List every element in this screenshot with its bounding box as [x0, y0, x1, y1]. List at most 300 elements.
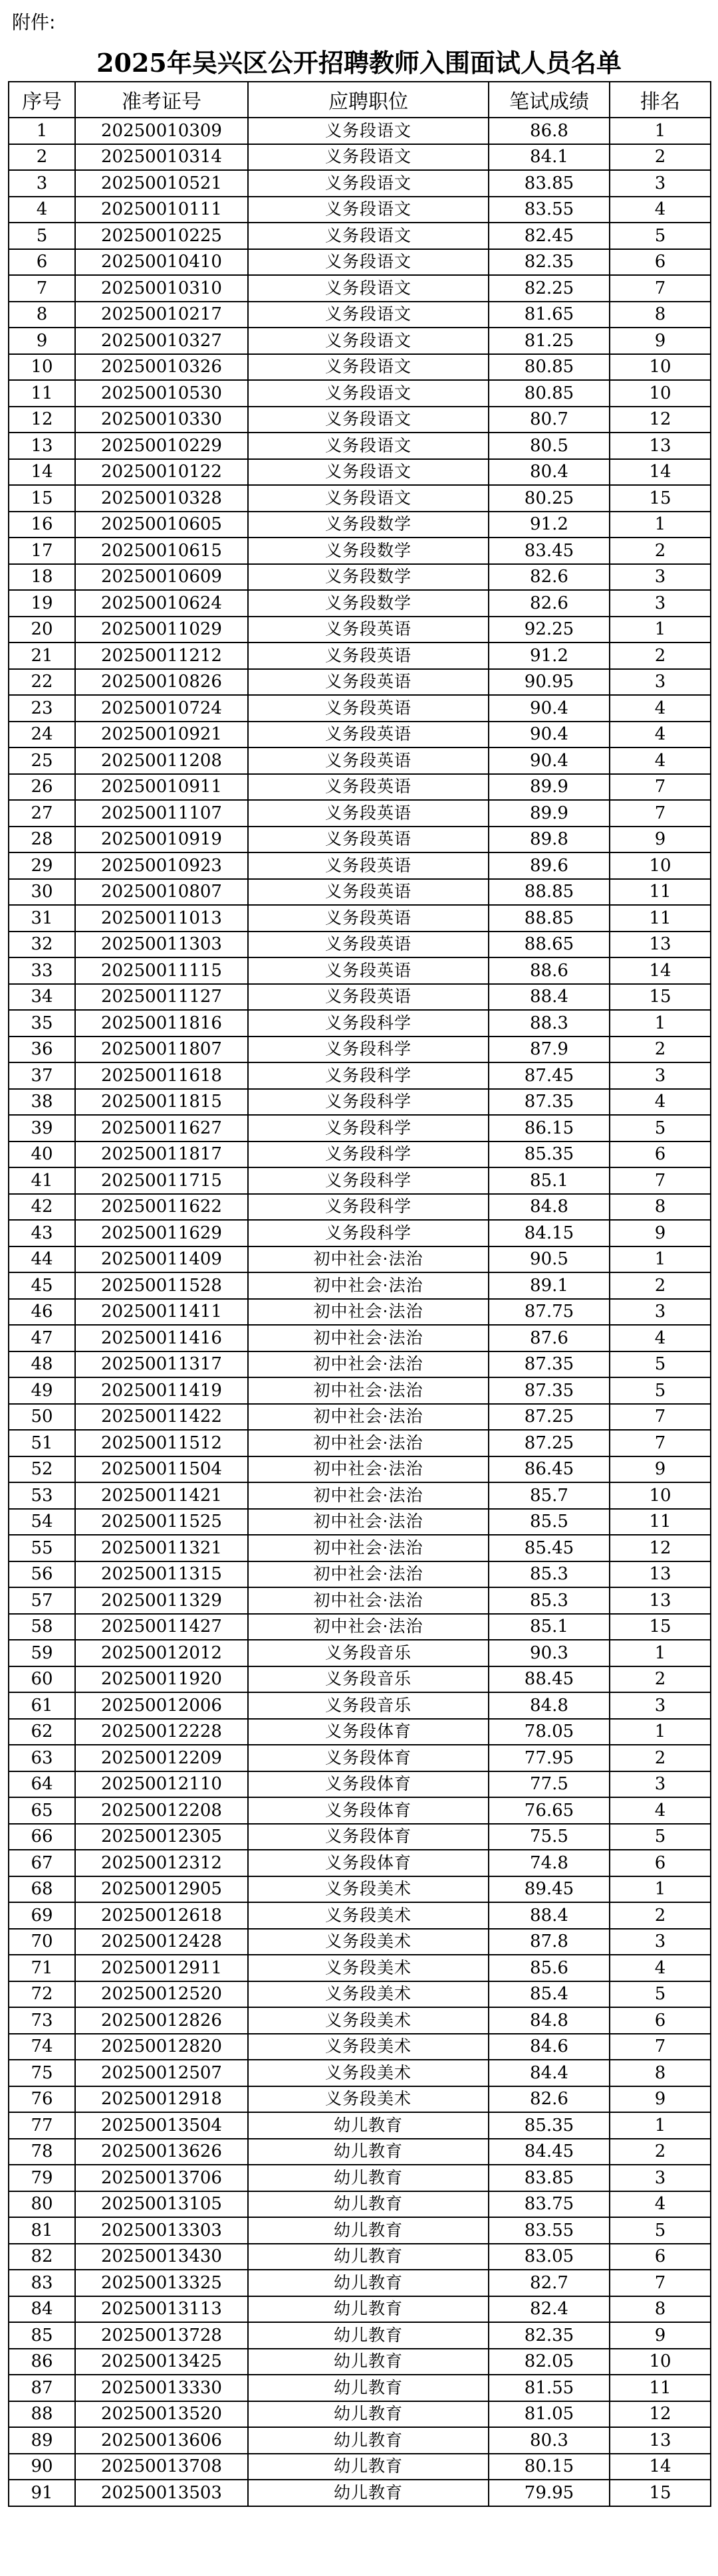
table-row — [9, 170, 711, 197]
cell-rank: 4 — [610, 197, 711, 223]
cell-seq: 7 — [9, 275, 75, 302]
cell-position: 初中社会·法治 — [248, 1614, 489, 1640]
cell-exam-number: 20250012826 — [75, 2007, 248, 2034]
cell-position: 义务段语文 — [248, 380, 489, 407]
cell-position: 义务段科学 — [248, 1037, 489, 1063]
cell-written-score: 77.95 — [489, 1745, 610, 1771]
table-row — [9, 984, 711, 1011]
table-row — [9, 1824, 711, 1850]
cell-written-score: 83.75 — [489, 2191, 610, 2218]
cell-rank: 7 — [610, 2270, 711, 2296]
cell-exam-number: 20250011807 — [75, 1037, 248, 1063]
cell-rank: 3 — [610, 1062, 711, 1089]
cell-exam-number: 20250013105 — [75, 2191, 248, 2218]
table-row — [9, 800, 711, 827]
cell-written-score: 83.85 — [489, 170, 610, 197]
cell-exam-number: 20250013520 — [75, 2401, 248, 2428]
cell-position: 义务段美术 — [248, 1981, 489, 2008]
cell-seq: 42 — [9, 1194, 75, 1221]
cell-exam-number: 20250011411 — [75, 1299, 248, 1326]
table-row — [9, 380, 711, 407]
cell-rank: 4 — [610, 747, 711, 774]
cell-seq: 12 — [9, 407, 75, 433]
cell-rank: 3 — [610, 1692, 711, 1719]
cell-written-score: 84.45 — [489, 2139, 610, 2165]
cell-seq: 53 — [9, 1482, 75, 1509]
cell-rank: 12 — [610, 407, 711, 433]
cell-seq: 11 — [9, 380, 75, 407]
cell-written-score: 80.85 — [489, 354, 610, 381]
table-row — [9, 2139, 711, 2165]
cell-seq: 38 — [9, 1089, 75, 1116]
cell-seq: 84 — [9, 2296, 75, 2323]
cell-seq: 19 — [9, 590, 75, 617]
cell-written-score: 75.5 — [489, 1824, 610, 1850]
cell-seq: 45 — [9, 1272, 75, 1299]
document-title: 2025年吴兴区公开招聘教师入围面试人员名单 — [96, 48, 622, 78]
cell-written-score: 74.8 — [489, 1850, 610, 1876]
table-row — [9, 197, 711, 223]
cell-exam-number: 20250012911 — [75, 1955, 248, 1981]
cell-exam-number: 20250012905 — [75, 1876, 248, 1903]
cell-written-score: 84.6 — [489, 2034, 610, 2060]
cell-seq: 56 — [9, 1561, 75, 1588]
cell-written-score: 85.5 — [489, 1509, 610, 1536]
table-row — [9, 774, 711, 801]
cell-written-score: 89.9 — [489, 774, 610, 801]
table-row — [9, 747, 711, 774]
cell-position: 义务段英语 — [248, 957, 489, 984]
table-row — [9, 1194, 711, 1221]
cell-rank: 2 — [610, 643, 711, 669]
cell-position: 义务段数学 — [248, 512, 489, 538]
table-row — [9, 2349, 711, 2375]
table-row — [9, 354, 711, 381]
cell-written-score: 84.8 — [489, 1194, 610, 1221]
cell-written-score: 85.1 — [489, 1167, 610, 1194]
table-row — [9, 1929, 711, 1955]
cell-position: 义务段语文 — [248, 459, 489, 486]
cell-rank: 7 — [610, 1430, 711, 1456]
cell-written-score: 87.45 — [489, 1062, 610, 1089]
cell-written-score: 88.6 — [489, 957, 610, 984]
cell-exam-number: 20250011629 — [75, 1220, 248, 1246]
cell-written-score: 87.8 — [489, 1929, 610, 1955]
table-row — [9, 1010, 711, 1037]
cell-rank: 14 — [610, 459, 711, 486]
cell-rank: 1 — [610, 1010, 711, 1037]
cell-seq: 55 — [9, 1535, 75, 1561]
cell-seq: 30 — [9, 879, 75, 906]
cell-exam-number: 20250011422 — [75, 1404, 248, 1431]
cell-exam-number: 20250013706 — [75, 2165, 248, 2191]
cell-exam-number: 20250010911 — [75, 774, 248, 801]
cell-seq: 91 — [9, 2480, 75, 2506]
cell-rank: 8 — [610, 302, 711, 328]
cell-exam-number: 20250011212 — [75, 643, 248, 669]
cell-seq: 35 — [9, 1010, 75, 1037]
cell-position: 义务段语文 — [248, 223, 489, 249]
table-row — [9, 433, 711, 459]
cell-written-score: 80.7 — [489, 407, 610, 433]
cell-rank: 3 — [610, 2165, 711, 2191]
cell-seq: 52 — [9, 1456, 75, 1483]
cell-position: 义务段英语 — [248, 617, 489, 643]
header-position: 应聘职位 — [248, 82, 489, 118]
cell-rank: 8 — [610, 2060, 711, 2086]
cell-seq: 87 — [9, 2375, 75, 2401]
table-row — [9, 1430, 711, 1456]
cell-seq: 1 — [9, 118, 75, 144]
cell-rank: 11 — [610, 1509, 711, 1536]
cell-position: 初中社会·法治 — [248, 1509, 489, 1536]
cell-rank: 7 — [610, 800, 711, 827]
table-row — [9, 2007, 711, 2034]
cell-rank: 6 — [610, 2244, 711, 2270]
cell-seq: 63 — [9, 1745, 75, 1771]
cell-position: 义务段科学 — [248, 1089, 489, 1116]
cell-position: 幼儿教育 — [248, 2375, 489, 2401]
cell-exam-number: 20250011127 — [75, 984, 248, 1011]
table-row — [9, 1850, 711, 1876]
cell-rank: 13 — [610, 1587, 711, 1614]
table-row — [9, 879, 711, 906]
cell-written-score: 78.05 — [489, 1719, 610, 1745]
cell-rank: 1 — [610, 617, 711, 643]
cell-position: 义务段语文 — [248, 433, 489, 459]
cell-rank: 14 — [610, 2454, 711, 2480]
cell-written-score: 83.85 — [489, 2165, 610, 2191]
cell-exam-number: 20250013330 — [75, 2375, 248, 2401]
cell-exam-number: 20250013113 — [75, 2296, 248, 2323]
cell-rank: 6 — [610, 249, 711, 276]
cell-seq: 13 — [9, 433, 75, 459]
table-row — [9, 2086, 711, 2113]
cell-rank: 2 — [610, 1902, 711, 1929]
cell-exam-number: 20250012918 — [75, 2086, 248, 2113]
cell-seq: 8 — [9, 302, 75, 328]
cell-position: 初中社会·法治 — [248, 1325, 489, 1351]
cell-exam-number: 20250010229 — [75, 433, 248, 459]
cell-rank: 1 — [610, 512, 711, 538]
cell-seq: 48 — [9, 1351, 75, 1378]
cell-rank: 6 — [610, 1850, 711, 1876]
cell-position: 初中社会·法治 — [248, 1430, 489, 1456]
cell-written-score: 80.15 — [489, 2454, 610, 2480]
table-row — [9, 118, 711, 144]
cell-seq: 21 — [9, 643, 75, 669]
cell-exam-number: 20250010826 — [75, 669, 248, 696]
table-row — [9, 1272, 711, 1299]
table-row — [9, 512, 711, 538]
cell-seq: 24 — [9, 722, 75, 748]
cell-written-score: 89.6 — [489, 852, 610, 879]
cell-position: 义务段美术 — [248, 1929, 489, 1955]
cell-seq: 3 — [9, 170, 75, 197]
cell-position: 义务段语文 — [248, 170, 489, 197]
cell-exam-number: 20250012618 — [75, 1902, 248, 1929]
cell-exam-number: 20250011409 — [75, 1246, 248, 1273]
cell-rank: 1 — [610, 1719, 711, 1745]
cell-seq: 59 — [9, 1640, 75, 1666]
cell-rank: 15 — [610, 485, 711, 512]
cell-seq: 2 — [9, 144, 75, 171]
cell-exam-number: 20250013430 — [75, 2244, 248, 2270]
cell-seq: 43 — [9, 1220, 75, 1246]
table-row — [9, 1535, 711, 1561]
table-row — [9, 1771, 711, 1798]
cell-written-score: 88.45 — [489, 1666, 610, 1693]
cell-seq: 34 — [9, 984, 75, 1011]
cell-rank: 5 — [610, 1351, 711, 1378]
cell-position: 义务段音乐 — [248, 1692, 489, 1719]
cell-rank: 14 — [610, 957, 711, 984]
table-row — [9, 1115, 711, 1141]
table-row — [9, 2427, 711, 2454]
cell-position: 初中社会·法治 — [248, 1299, 489, 1326]
cell-position: 义务段美术 — [248, 1955, 489, 1981]
cell-position: 初中社会·法治 — [248, 1561, 489, 1588]
cell-seq: 4 — [9, 197, 75, 223]
cell-rank: 10 — [610, 852, 711, 879]
cell-exam-number: 20250011321 — [75, 1535, 248, 1561]
cell-position: 幼儿教育 — [248, 2349, 489, 2375]
cell-rank: 5 — [610, 1115, 711, 1141]
table-row — [9, 2244, 711, 2270]
cell-seq: 18 — [9, 564, 75, 591]
cell-written-score: 90.4 — [489, 747, 610, 774]
cell-position: 义务段英语 — [248, 800, 489, 827]
cell-written-score: 82.6 — [489, 2086, 610, 2113]
cell-rank: 5 — [610, 223, 711, 249]
cell-position: 义务段科学 — [248, 1194, 489, 1221]
cell-position: 幼儿教育 — [248, 2112, 489, 2139]
cell-written-score: 83.55 — [489, 2217, 610, 2244]
cell-exam-number: 20250010225 — [75, 223, 248, 249]
cell-rank: 2 — [610, 538, 711, 564]
cell-rank: 9 — [610, 2086, 711, 2113]
cell-written-score: 87.6 — [489, 1325, 610, 1351]
table-row — [9, 1220, 711, 1246]
cell-seq: 6 — [9, 249, 75, 276]
cell-rank: 5 — [610, 1981, 711, 2008]
cell-written-score: 92.25 — [489, 617, 610, 643]
cell-seq: 44 — [9, 1246, 75, 1273]
cell-exam-number: 20250013606 — [75, 2427, 248, 2454]
cell-position: 义务段体育 — [248, 1719, 489, 1745]
cell-seq: 46 — [9, 1299, 75, 1326]
cell-position: 初中社会·法治 — [248, 1404, 489, 1431]
table-row — [9, 2296, 711, 2323]
cell-rank: 2 — [610, 1666, 711, 1693]
cell-written-score: 83.55 — [489, 197, 610, 223]
cell-exam-number: 20250010330 — [75, 407, 248, 433]
cell-seq: 60 — [9, 1666, 75, 1693]
cell-seq: 88 — [9, 2401, 75, 2428]
cell-seq: 75 — [9, 2060, 75, 2086]
cell-written-score: 87.9 — [489, 1037, 610, 1063]
table-row — [9, 2034, 711, 2060]
table-row — [9, 485, 711, 512]
cell-seq: 22 — [9, 669, 75, 696]
cell-position: 幼儿教育 — [248, 2401, 489, 2428]
header-seq: 序号 — [9, 82, 75, 118]
cell-exam-number: 20250010328 — [75, 485, 248, 512]
header-written-score: 笔试成绩 — [489, 82, 610, 118]
table-row — [9, 2401, 711, 2428]
cell-seq: 39 — [9, 1115, 75, 1141]
cell-seq: 20 — [9, 617, 75, 643]
cell-written-score: 81.25 — [489, 328, 610, 354]
cell-exam-number: 20250011427 — [75, 1614, 248, 1640]
cell-seq: 26 — [9, 774, 75, 801]
cell-rank: 4 — [610, 695, 711, 722]
cell-rank: 3 — [610, 1929, 711, 1955]
cell-written-score: 89.9 — [489, 800, 610, 827]
cell-exam-number: 20250013325 — [75, 2270, 248, 2296]
cell-written-score: 83.05 — [489, 2244, 610, 2270]
cell-written-score: 87.35 — [489, 1377, 610, 1404]
table-row — [9, 1561, 711, 1588]
cell-exam-number: 20250010530 — [75, 380, 248, 407]
cell-rank: 13 — [610, 1561, 711, 1588]
cell-rank: 8 — [610, 1194, 711, 1221]
table-row — [9, 2322, 711, 2349]
cell-exam-number: 20250011920 — [75, 1666, 248, 1693]
cell-written-score: 86.45 — [489, 1456, 610, 1483]
cell-seq: 40 — [9, 1141, 75, 1168]
cell-written-score: 90.4 — [489, 695, 610, 722]
cell-seq: 89 — [9, 2427, 75, 2454]
cell-seq: 77 — [9, 2112, 75, 2139]
cell-written-score: 84.15 — [489, 1220, 610, 1246]
cell-seq: 58 — [9, 1614, 75, 1640]
cell-written-score: 83.45 — [489, 538, 610, 564]
cell-position: 义务段美术 — [248, 2086, 489, 2113]
cell-seq: 32 — [9, 932, 75, 958]
cell-exam-number: 20250011419 — [75, 1377, 248, 1404]
cell-written-score: 85.45 — [489, 1535, 610, 1561]
table-row — [9, 249, 711, 276]
cell-seq: 33 — [9, 957, 75, 984]
cell-rank: 1 — [610, 1876, 711, 1903]
cell-position: 义务段英语 — [248, 669, 489, 696]
cell-rank: 6 — [610, 2007, 711, 2034]
table-row — [9, 669, 711, 696]
cell-exam-number: 20250010807 — [75, 879, 248, 906]
cell-written-score: 85.3 — [489, 1561, 610, 1588]
cell-rank: 10 — [610, 354, 711, 381]
cell-exam-number: 20250011315 — [75, 1561, 248, 1588]
cell-rank: 5 — [610, 1824, 711, 1850]
table-row — [9, 722, 711, 748]
table-row — [9, 905, 711, 932]
cell-exam-number: 20250010111 — [75, 197, 248, 223]
cell-position: 义务段美术 — [248, 1876, 489, 1903]
table-row — [9, 302, 711, 328]
cell-seq: 68 — [9, 1876, 75, 1903]
cell-exam-number: 20250012820 — [75, 2034, 248, 2060]
cell-written-score: 87.25 — [489, 1404, 610, 1431]
cell-exam-number: 20250011329 — [75, 1587, 248, 1614]
cell-exam-number: 20250012507 — [75, 2060, 248, 2086]
cell-seq: 28 — [9, 827, 75, 853]
cell-seq: 17 — [9, 538, 75, 564]
cell-position: 义务段美术 — [248, 2007, 489, 2034]
cell-position: 初中社会·法治 — [248, 1456, 489, 1483]
cell-seq: 25 — [9, 747, 75, 774]
cell-exam-number: 20250010326 — [75, 354, 248, 381]
cell-written-score: 90.4 — [489, 722, 610, 748]
table-row — [9, 1299, 711, 1326]
cell-exam-number: 20250011817 — [75, 1141, 248, 1168]
cell-position: 义务段科学 — [248, 1220, 489, 1246]
cell-exam-number: 20250012520 — [75, 1981, 248, 2008]
table-row — [9, 1981, 711, 2008]
table-row — [9, 223, 711, 249]
cell-position: 义务段体育 — [248, 1745, 489, 1771]
cell-written-score: 88.4 — [489, 984, 610, 1011]
cell-exam-number: 20250011421 — [75, 1482, 248, 1509]
cell-written-score: 82.7 — [489, 2270, 610, 2296]
cell-exam-number: 20250011815 — [75, 1089, 248, 1116]
cell-rank: 12 — [610, 1535, 711, 1561]
cell-exam-number: 20250011715 — [75, 1167, 248, 1194]
table-row — [9, 1404, 711, 1431]
cell-position: 幼儿教育 — [248, 2322, 489, 2349]
cell-seq: 41 — [9, 1167, 75, 1194]
cell-seq: 73 — [9, 2007, 75, 2034]
cell-position: 义务段英语 — [248, 984, 489, 1011]
cell-rank: 3 — [610, 1771, 711, 1798]
cell-written-score: 85.3 — [489, 1587, 610, 1614]
cell-exam-number: 20250013504 — [75, 2112, 248, 2139]
cell-rank: 9 — [610, 1456, 711, 1483]
table-row — [9, 1614, 711, 1640]
cell-position: 义务段英语 — [248, 747, 489, 774]
cell-exam-number: 20250010605 — [75, 512, 248, 538]
cell-exam-number: 20250013303 — [75, 2217, 248, 2244]
table-row — [9, 1509, 711, 1536]
cell-position: 义务段语文 — [248, 302, 489, 328]
cell-rank: 1 — [610, 118, 711, 144]
cell-seq: 51 — [9, 1430, 75, 1456]
table-row — [9, 1456, 711, 1483]
cell-rank: 7 — [610, 2034, 711, 2060]
cell-seq: 90 — [9, 2454, 75, 2480]
cell-position: 义务段语文 — [248, 328, 489, 354]
cell-rank: 9 — [610, 328, 711, 354]
cell-exam-number: 20250013425 — [75, 2349, 248, 2375]
cell-seq: 69 — [9, 1902, 75, 1929]
cell-position: 幼儿教育 — [248, 2427, 489, 2454]
cell-seq: 82 — [9, 2244, 75, 2270]
cell-position: 义务段语文 — [248, 144, 489, 171]
cell-rank: 6 — [610, 1141, 711, 1168]
cell-written-score: 88.65 — [489, 932, 610, 958]
cell-exam-number: 20250010314 — [75, 144, 248, 171]
table-row — [9, 1351, 711, 1378]
cell-rank: 1 — [610, 1640, 711, 1666]
cell-written-score: 85.7 — [489, 1482, 610, 1509]
cell-exam-number: 20250011013 — [75, 905, 248, 932]
cell-seq: 79 — [9, 2165, 75, 2191]
cell-rank: 10 — [610, 380, 711, 407]
table-row — [9, 2165, 711, 2191]
cell-exam-number: 20250012110 — [75, 1771, 248, 1798]
cell-rank: 4 — [610, 2191, 711, 2218]
cell-rank: 13 — [610, 932, 711, 958]
